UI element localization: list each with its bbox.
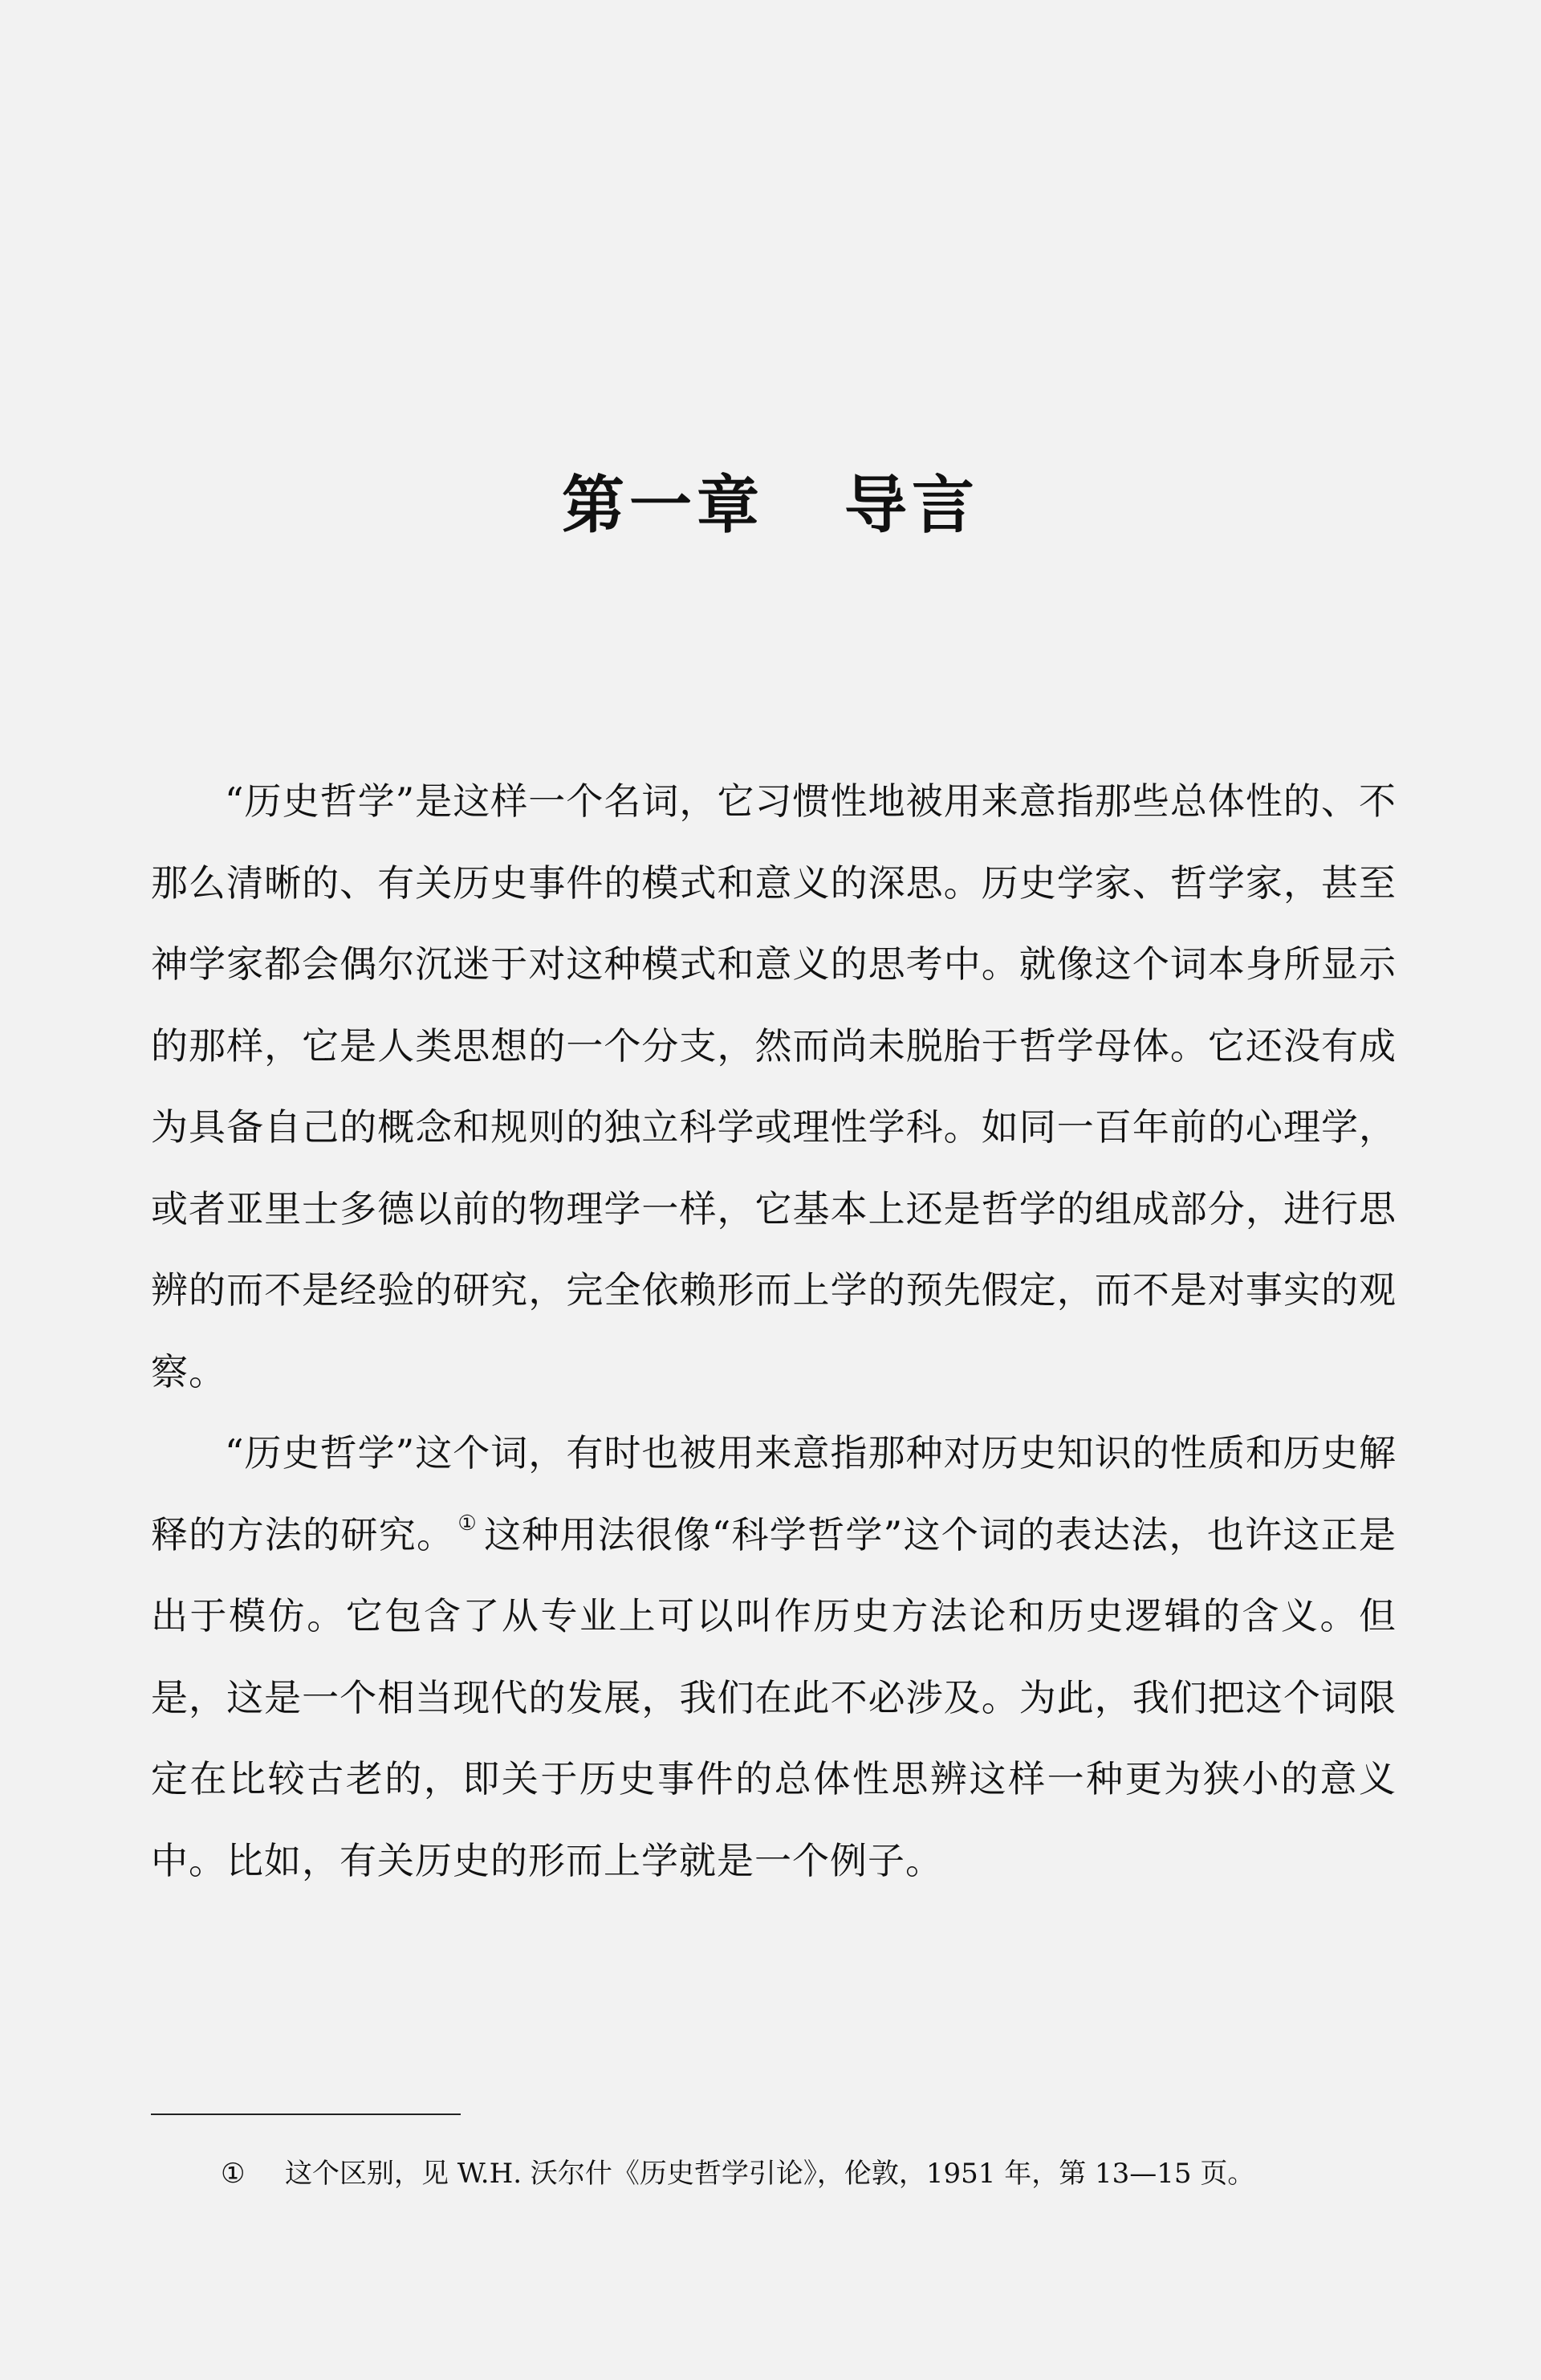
paragraph-2-part-2: 这种用法很像“科学哲学”这个词的表达法，也许这正是出于模仿。它包含了从专业上可以叫作历史方法论和历史逻辑的含义。但是，这是一个相当现代的发展，我们在此不必涉及。为此，我们把这个词限定在比较古老的，即关于历史事件的总体性思辨这样一种更为狭小的意义中。比如，有关历史的形而上学就是一个例子。 [151,1512,1397,1882]
body-text [151,761,1397,1902]
footnote [221,2151,1425,2196]
chapter-number: 第一章 [561,469,764,542]
footnote-divider [151,2114,461,2115]
footnote-number: ① [221,2158,246,2190]
chapter-title [0,458,1541,554]
footnote-reference: ① [457,1511,478,1536]
footnote-text: 这个区别，见 W.H. 沃尔什《历史哲学引论》，伦敦，1951 年，第 13—15 页。 [285,2158,1255,2190]
paragraph-1: “历史哲学”是这样一个名词，它习惯性地被用来意指那些总体性的、不那么清晰的、有关历史事件的模式和意义的深思。历史学家、哲学家，甚至神学家都会偶尔沉迷于对这种模式和意义的思考中。就像这个词本身所显示的那样，它是人类思想的一个分支，然而尚未脱胎于哲学母体。它还没有成为具备自己的概念和规则的独立科学或理性学科。如同一百年前的心理学，或者亚里士多德以前的物理学一样，它基本上还是哲学的组成部分，进行思辨的而不是经验的研究，完全依赖形而上学的预先假定，而不是对事实的观察。 [151,779,1397,1393]
paragraph-2 [151,1413,1397,1902]
chapter-name: 导言 [844,469,980,542]
paragraph-2-part-1: “历史哲学”这个词，有时也被用来意指那种对历史知识的性质和历史解释的方法的研究。 [151,1431,1397,1556]
